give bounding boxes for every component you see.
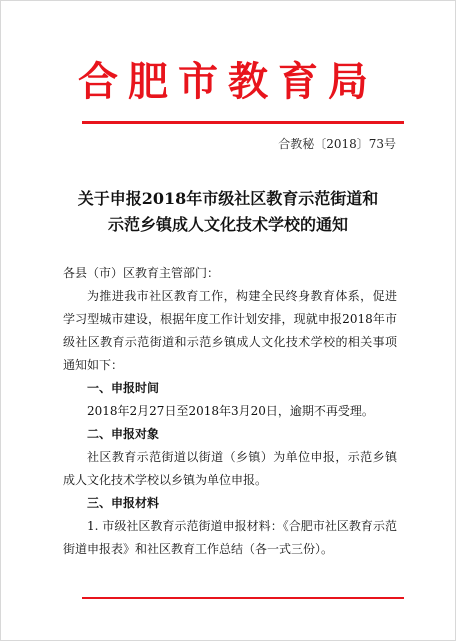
notice-title-line-2: 示范乡镇成人文化技术学校的通知: [107, 215, 348, 234]
intro-paragraph: 为推进我市社区教育工作，构建全民终身教育体系，促进学习型城市建设，根据年度工作计划安排，现就申报2018年市级社区教育示范街道和示范乡镇成人文化技术学校的相关事项通知如下：: [63, 289, 397, 372]
section-heading-target: 二、申报对象: [87, 427, 160, 441]
section-text-time: 2018年2月27日至2018年3月20日，逾期不再受理。: [87, 404, 374, 418]
document-number: 合教秘〔2018〕73号: [278, 137, 396, 151]
section-heading-materials: 三、申报材料: [87, 496, 160, 510]
notice-title-line-1: 关于申报2018年市级社区教育示范街道和: [77, 189, 379, 208]
section-text-target: 社区教育示范街道以街道（乡镇）为单位申报，示范乡镇成人文化技术学校以乡镇为单位申报。: [63, 450, 397, 487]
notice-title: [60, 186, 396, 238]
salutation: 各县（市）区教育主管部门：: [63, 266, 220, 280]
section-heading-time: 一、申报时间: [87, 381, 160, 395]
notice-body: [63, 262, 397, 561]
red-header-rule: [82, 121, 404, 124]
org-header-title: 合肥市教育局: [78, 59, 378, 105]
red-footer-rule: [82, 597, 404, 599]
section-text-materials-item-1: 1. 市级社区教育示范街道申报材料：《合肥市社区教育示范街道申报表》和社区教育工作总结（各一式三份）。: [63, 519, 397, 556]
